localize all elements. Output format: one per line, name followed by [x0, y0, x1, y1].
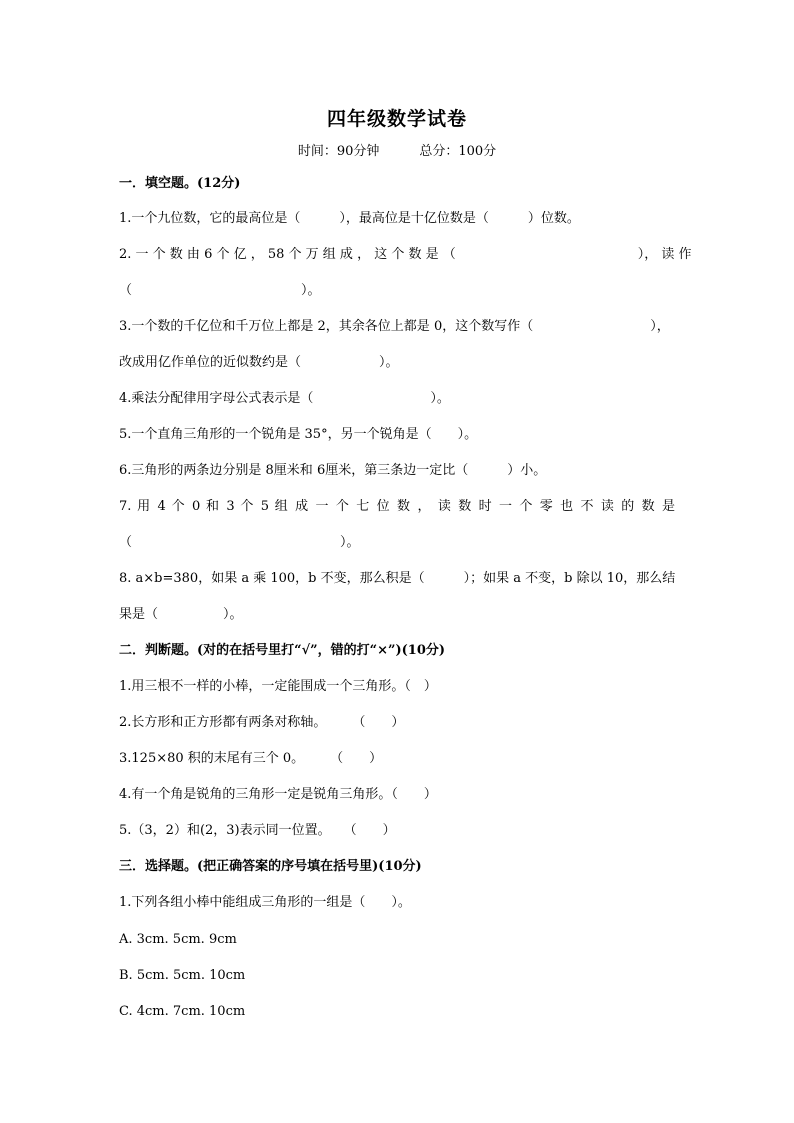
section-3-heading: 三．选择题。(把正确答案的序号填在括号里)(10分) [119, 859, 422, 874]
option-c: C. 4cm. 7cm. 10cm [119, 1004, 246, 1019]
exam-meta [0, 140, 794, 159]
section-2-heading: 二．判断题。(对的在括号里打“√”，错的打“×”)(10分) [119, 643, 446, 658]
question-1-1: 1.一个九位数，它的最高位是（ ），最高位是十亿位数是（ ）位数。 [119, 211, 580, 226]
question-2-3: 3.125×80 积的末尾有三个 0。 （ ） [119, 751, 383, 766]
question-1-8-line-1: 8. a×b=380，如果 a 乘 100，b 不变，那么积是（ ）；如果 a 不变，b 除以 10，那么结 [119, 571, 676, 586]
question-1-6: 6.三角形的两条边分别是 8厘米和 6厘米，第三条边一定比（ ）小。 [119, 463, 547, 478]
question-1-3-line-1: 3.一个数的千亿位和千万位上都是 2，其余各位上都是 0，这个数写作（ ）， [119, 319, 670, 334]
option-b: B. 5cm. 5cm. 10cm [119, 968, 246, 983]
question-1-2-line-2: （ ）。 [119, 283, 321, 298]
question-1-5: 5.一个直角三角形的一个锐角是 35°，另一个锐角是（ ）。 [119, 427, 478, 442]
question-1-7-line-1: 7. 用 4 个 0 和 3 个 5 组 成 一 个 七 位 数 ， 读 数 时 一 个 零 也 不 读 的 数 是 [119, 499, 675, 514]
time-limit: 时间：90分钟 [297, 144, 380, 159]
question-3-1: 1.下列各组小棒中能组成三角形的一组是（ ）。 [119, 895, 411, 910]
question-1-2-line-1: 2. 一 个 数 由 6 个 亿 ， 58 个 万 组 成 ， 这 个 数 是 （ ）， 读 作 [119, 247, 692, 262]
section-1-heading: 一．填空题。(12分) [119, 176, 241, 191]
option-a: A. 3cm. 5cm. 9cm [119, 932, 237, 947]
question-2-5: 5.（3，2）和(2，3)表示同一位置。 （ ） [119, 823, 396, 838]
question-2-2: 2.长方形和正方形都有两条对称轴。 （ ） [119, 715, 405, 730]
total-score: 总分：100分 [419, 144, 497, 159]
question-1-7-line-2: （ ）。 [119, 535, 360, 550]
exam-title: 四年级数学试卷 [326, 108, 467, 130]
question-2-1: 1.用三根不一样的小棒，一定能围成一个三角形。（ ） [119, 679, 437, 694]
question-1-8-line-2: 果是（ ）。 [119, 607, 243, 622]
question-1-4: 4.乘法分配律用字母公式表示是（ ）。 [119, 391, 450, 406]
question-2-4: 4.有一个角是锐角的三角形一定是锐角三角形。（ ） [119, 787, 437, 802]
question-1-3-line-2: 改成用亿作单位的近似数约是（ ）。 [119, 355, 399, 370]
